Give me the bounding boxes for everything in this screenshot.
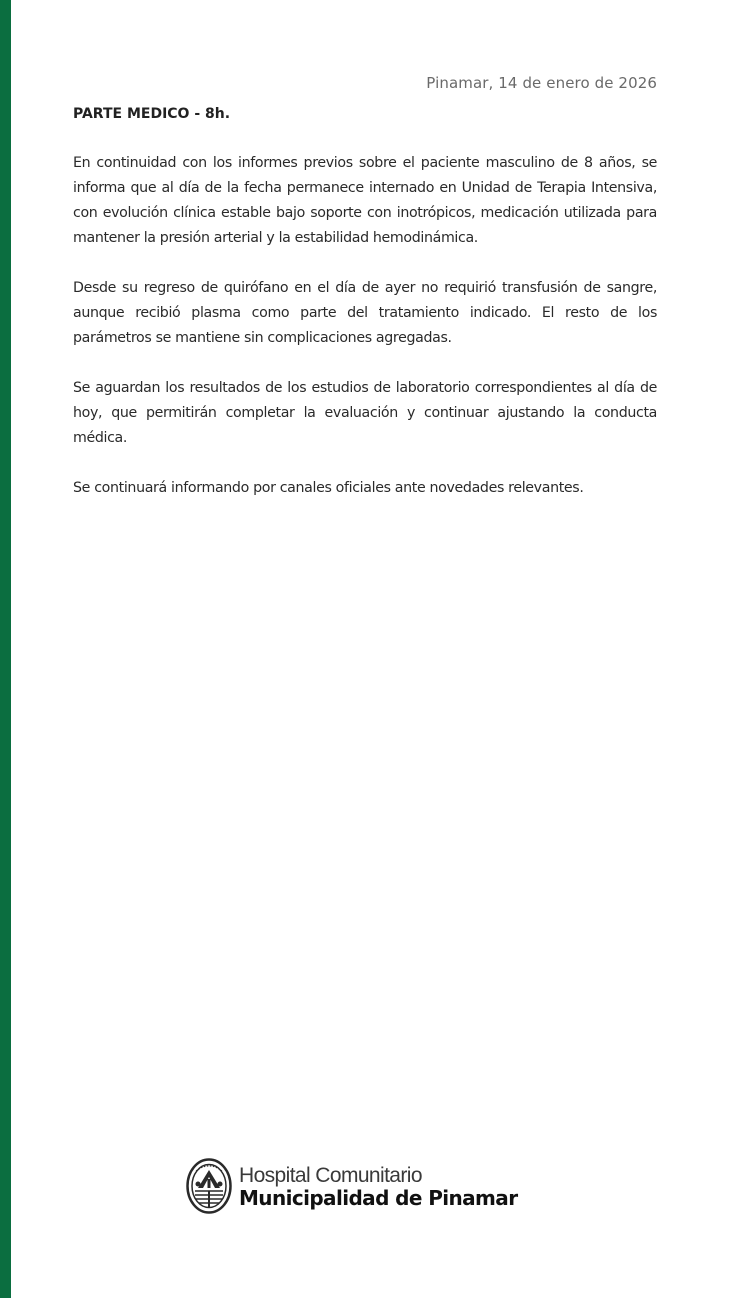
logo-municipality-name: Municipalidad de Pinamar (239, 1185, 518, 1210)
place-date: Pinamar, 14 de enero de 2026 (426, 74, 657, 92)
paragraph-patient-status: En continuidad con los informes previos sobre el paciente masculino de 8 años, se informa que al día de la fecha permanece internado en Unidad de Terapia Intensiva, con evolución clínica estable bajo soporte con inotrópicos, medicación utilizada para mantener la presión arterial y la estabilidad hemodinámica. (73, 155, 657, 246)
paragraph-official-channels: Se continuará informando por canales oficiales ante novedades relevantes. (73, 480, 584, 496)
pinamar-municipal-emblem-icon (186, 1158, 232, 1214)
paragraph-surgery-followup: Desde su regreso de quirófano en el día de ayer no requirió transfusión de sangre, aunque recibió plasma como parte del tratamiento indicado. El resto de los parámetros se mantiene sin complicaciones agregadas. (73, 280, 657, 346)
report-body (73, 151, 657, 526)
logo-text (239, 1165, 517, 1208)
hospital-logo (186, 1158, 517, 1214)
logo-hospital-name: Hospital Comunitario (239, 1163, 422, 1187)
paragraph-lab-results: Se aguardan los resultados de los estudios de laboratorio correspondientes al día de hoy, que permitirán completar la evaluación y continuar ajustando la conducta médica. (73, 380, 657, 446)
green-side-bar (0, 0, 11, 1298)
report-title: PARTE MEDICO - 8h. (73, 106, 231, 122)
